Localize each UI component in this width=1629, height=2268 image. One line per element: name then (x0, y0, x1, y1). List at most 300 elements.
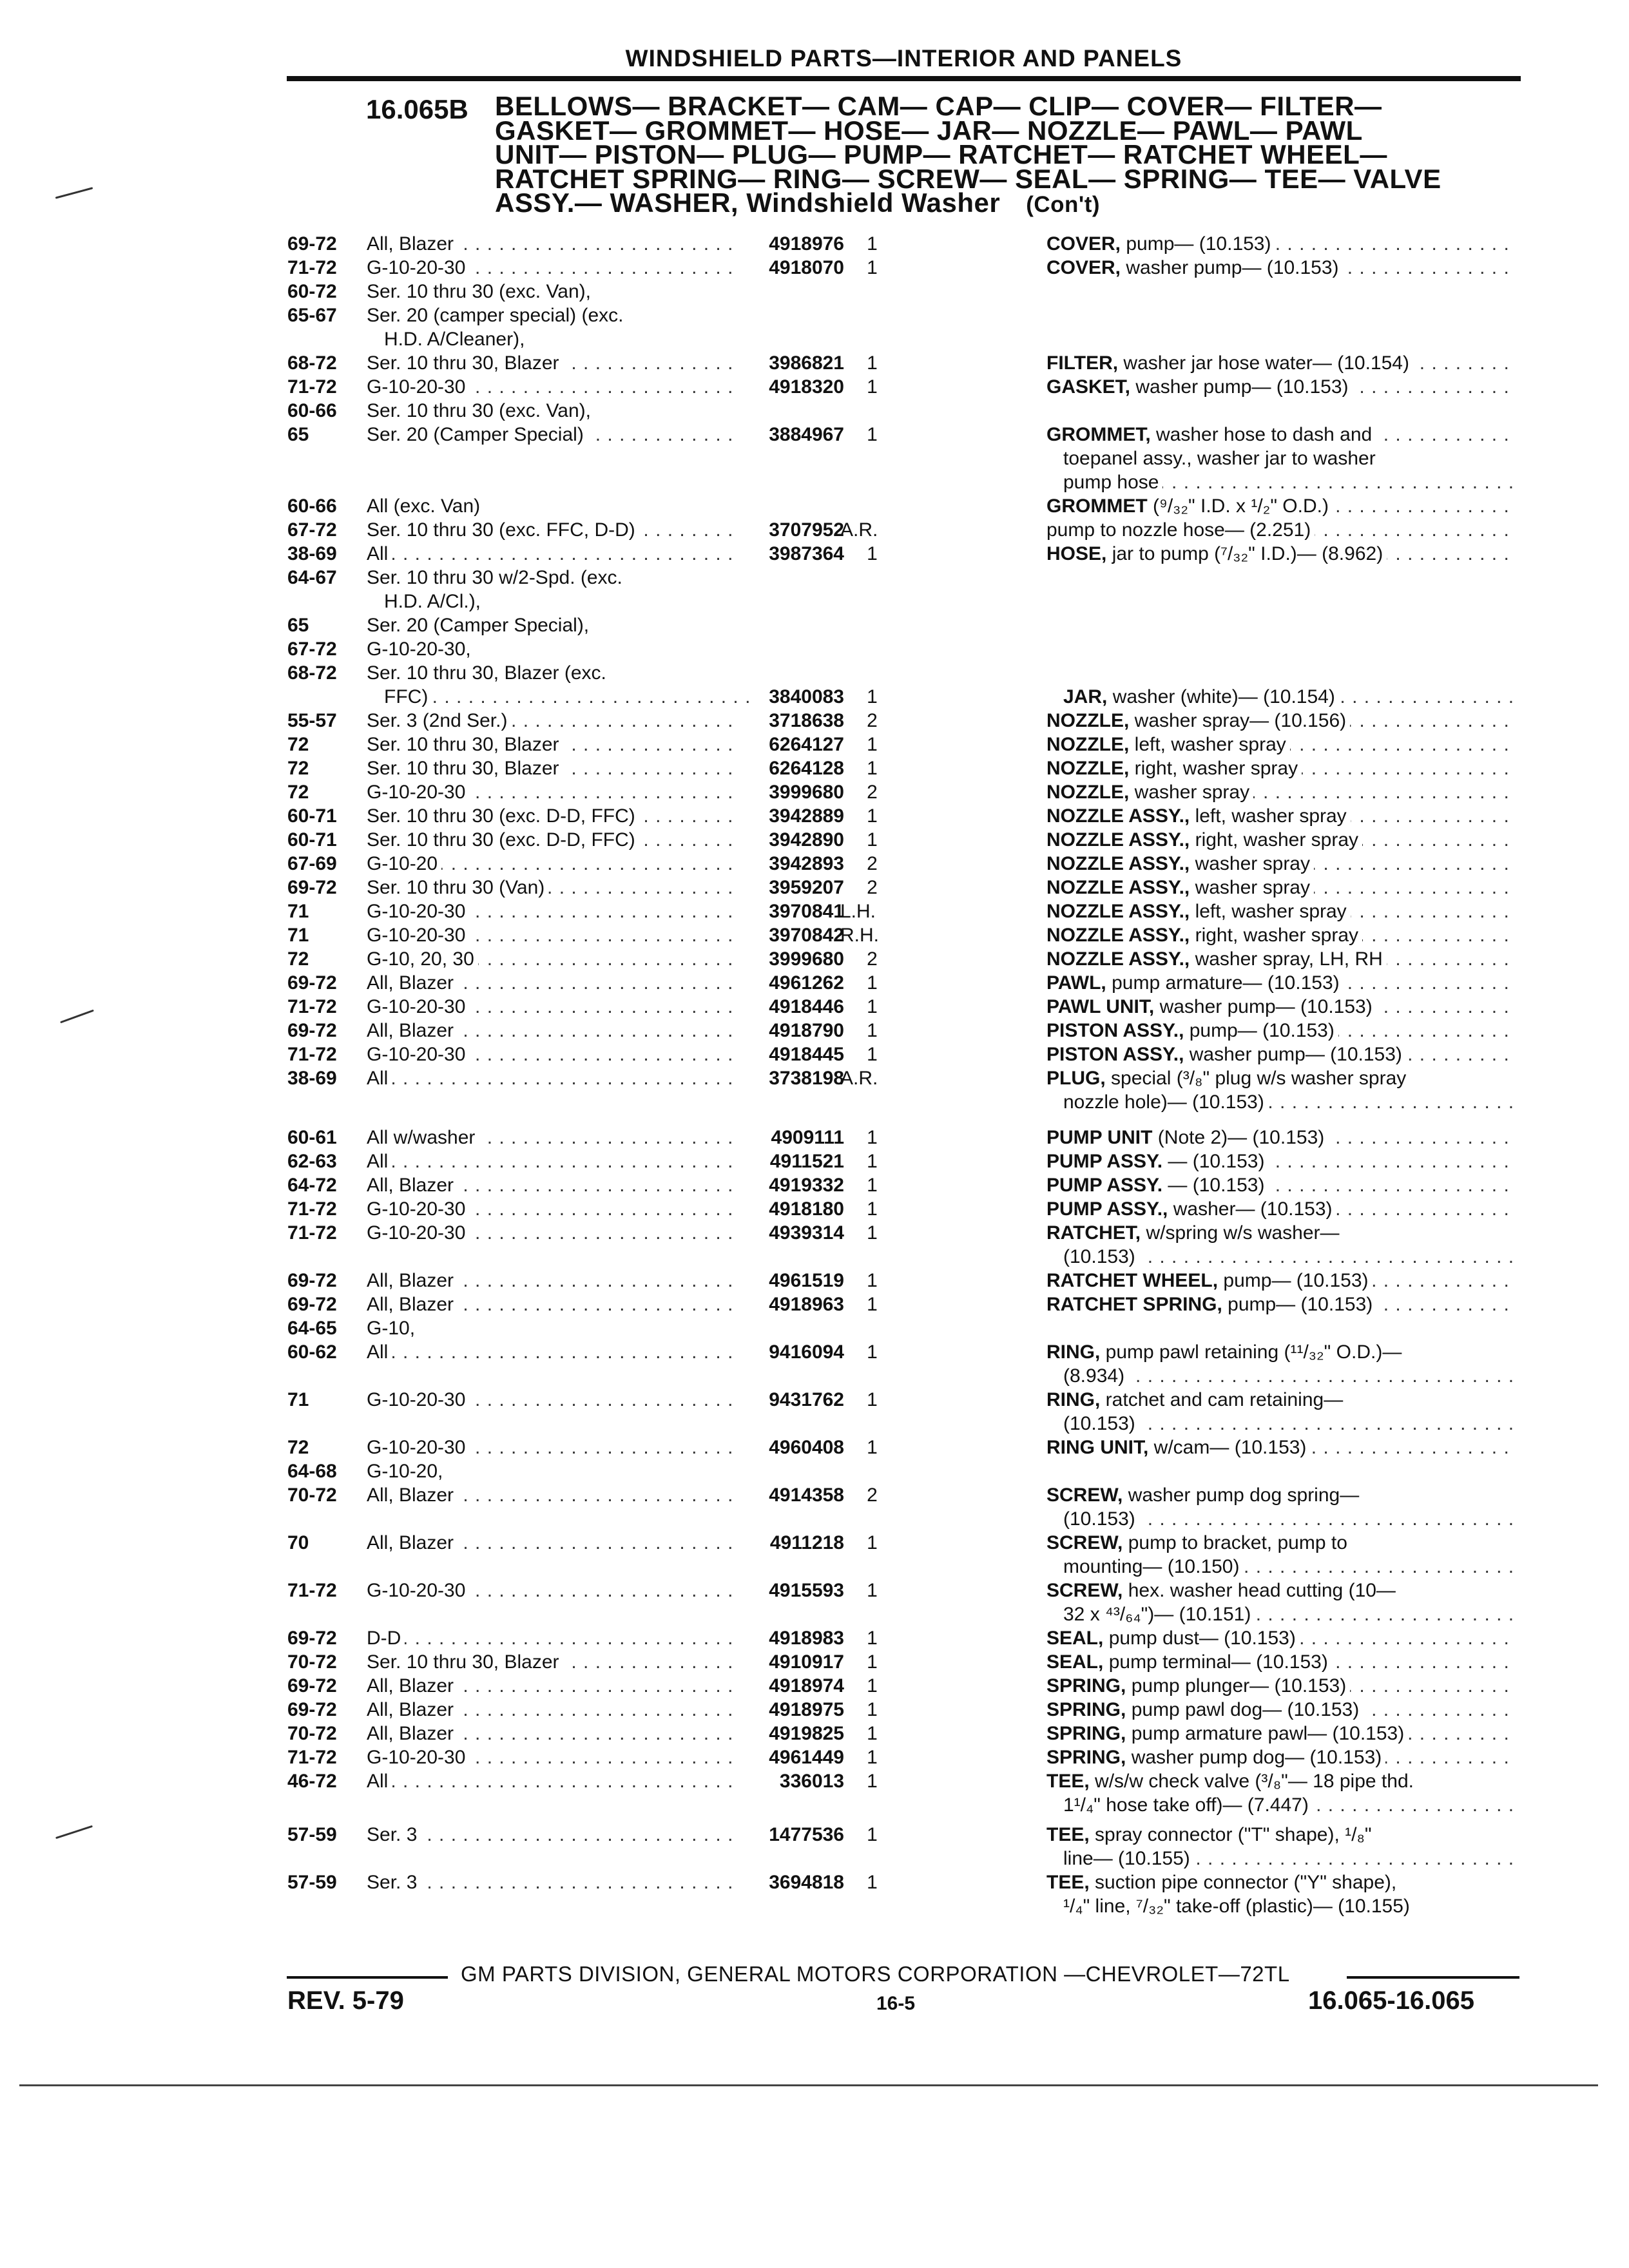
part-description-text (1046, 1127, 1328, 1148)
page-number: 16-5 (876, 1993, 916, 2014)
part-name: COVER, (1046, 257, 1121, 278)
part-description (1063, 1794, 1513, 1817)
model-application-text: Ser. 20 (Camper Special), (367, 615, 593, 636)
part-description-text (1063, 1848, 1194, 1869)
part-description-text (1046, 758, 1302, 779)
model-application (367, 1579, 734, 1602)
section-heading-line (495, 187, 1519, 218)
table-row (0, 1651, 1629, 1675)
model-years: 67-72 (287, 519, 337, 541)
part-number: 4960408 (769, 1437, 844, 1458)
quantity: 1 (867, 1020, 878, 1041)
model-application (367, 1269, 734, 1293)
part-description-text (1046, 1628, 1300, 1649)
part-detail: pump terminal— (10.153) (1103, 1651, 1328, 1673)
part-description-text (1046, 233, 1275, 255)
model-years: 70-72 (287, 1723, 337, 1744)
model-years: 71 (287, 925, 309, 946)
part-description-text (1046, 829, 1362, 850)
model-application (367, 1198, 734, 1221)
table-row (0, 662, 1629, 686)
part-name: NOZZLE ASSY., (1046, 877, 1190, 898)
model-years: 60-66 (287, 400, 337, 421)
model-application-text: G-10-20-30 (367, 1747, 469, 1768)
part-description (1046, 1436, 1513, 1459)
part-description-text (1046, 972, 1344, 994)
model-application (367, 519, 734, 542)
model-years: 68-72 (287, 352, 337, 374)
part-description (1063, 1603, 1513, 1626)
model-application-text: All, Blazer (367, 1294, 458, 1315)
quantity: 2 (867, 782, 878, 803)
part-description-text (1046, 1198, 1336, 1220)
part-detail: washer spray— (10.156) (1129, 710, 1347, 731)
part-description (1063, 471, 1513, 494)
part-name: GASKET, (1046, 376, 1131, 398)
part-description (1063, 447, 1513, 470)
model-application-text: All (367, 1771, 392, 1792)
part-name: PUMP ASSY. (1046, 1175, 1163, 1196)
part-name: SCREW, (1046, 1485, 1123, 1506)
part-description-text (1046, 1485, 1363, 1506)
table-row (0, 1091, 1629, 1115)
model-application-text: G-10, (367, 1318, 419, 1339)
model-application (367, 1150, 734, 1173)
quantity: 1 (867, 1294, 878, 1315)
part-name: SEAL, (1046, 1651, 1104, 1673)
model-years: 71 (287, 901, 309, 922)
part-description-text (1046, 1651, 1332, 1673)
table-row (0, 256, 1629, 280)
section-range: 16.065-16.065 (1308, 1986, 1475, 2015)
part-description (1046, 733, 1513, 756)
table-row (0, 948, 1629, 972)
part-description-text (1046, 996, 1376, 1017)
quantity: 1 (867, 1044, 878, 1065)
quantity: R.H. (840, 925, 879, 946)
table-row (0, 852, 1629, 876)
part-description (1046, 519, 1513, 542)
quantity: 1 (867, 1723, 878, 1744)
section-heading-line: GASKET— GROMMET— HOSE— JAR— NOZZLE— PAWL— PAWL (495, 115, 1363, 146)
model-years: 62-63 (287, 1151, 337, 1172)
model-application (367, 1651, 734, 1674)
part-name: HOSE, (1046, 543, 1107, 564)
table-row (0, 757, 1629, 781)
quantity: 1 (867, 734, 878, 755)
table-row (0, 1043, 1629, 1067)
part-number: 3986821 (769, 352, 844, 374)
part-description-text (1046, 376, 1353, 398)
table-row (0, 1389, 1629, 1412)
model-years: 64-67 (287, 567, 337, 588)
part-description (1063, 686, 1513, 709)
part-name: NOZZLE ASSY., (1046, 925, 1190, 946)
table-row (0, 1245, 1629, 1269)
quantity: 1 (867, 686, 878, 707)
part-number: 3840083 (769, 686, 844, 707)
model-application-text: G-10-20-30 (367, 257, 469, 278)
table-row (0, 1150, 1629, 1174)
quantity: 1 (867, 1532, 878, 1553)
page-bottom-rule (19, 2084, 1598, 2086)
part-description-text (1063, 1413, 1139, 1434)
part-number: 4910917 (769, 1651, 844, 1673)
part-number: 4918790 (769, 1020, 844, 1041)
model-application-text: G-10-20-30 (367, 376, 469, 398)
model-years: 72 (287, 734, 309, 755)
part-detail: washer spray (1190, 877, 1310, 898)
quantity: 1 (867, 1151, 878, 1172)
table-row (0, 1555, 1629, 1579)
model-years: 69-72 (287, 1020, 337, 1041)
part-detail: — (10.153) (1162, 1175, 1265, 1196)
part-description-text (1046, 543, 1387, 564)
model-application-text: G-10-20-30 (367, 925, 469, 946)
part-number: 4909111 (771, 1127, 844, 1148)
table-row (0, 876, 1629, 900)
model-application-text: All w/washer (367, 1127, 479, 1148)
part-detail: 1¹/₄" hose take off)— (7.447) (1063, 1794, 1309, 1816)
model-application-text: All (367, 1151, 392, 1172)
part-description-text (1046, 1222, 1344, 1244)
part-description (1046, 1126, 1513, 1149)
part-description (1046, 805, 1513, 828)
model-application-text: Ser. 10 thru 30 (exc. Van), (367, 400, 595, 421)
part-name: RING, (1046, 1341, 1101, 1363)
model-application-text: Ser. 10 thru 30 w/2-Spd. (exc. (367, 567, 626, 588)
part-number: 3884967 (769, 424, 844, 445)
model-years: 64-68 (287, 1461, 337, 1482)
table-row (0, 924, 1629, 948)
section-heading-line: BELLOWS— BRACKET— CAM— CAP— CLIP— COVER— FILTER— (495, 91, 1382, 121)
model-years: 60-71 (287, 805, 337, 827)
part-number: 4918963 (769, 1294, 844, 1315)
model-years: 38-69 (287, 1068, 337, 1089)
model-application-text: All, Blazer (367, 1270, 458, 1291)
part-description (1046, 543, 1513, 566)
part-number: 3970841 (769, 901, 844, 922)
part-description-text (1046, 901, 1351, 922)
part-number: 4918974 (769, 1675, 844, 1696)
model-years: 71-72 (287, 1580, 337, 1601)
table-row (0, 1532, 1629, 1555)
part-description (1046, 829, 1513, 852)
model-application-text: Ser. 20 (Camper Special) (367, 424, 588, 445)
part-number: 6264127 (769, 734, 844, 755)
part-description-text (1046, 1747, 1385, 1768)
part-number: 4961449 (769, 1747, 844, 1768)
part-detail: special (³/₈" plug w/s washer spray (1105, 1068, 1407, 1089)
model-application-text: G-10-20-30 (367, 1437, 469, 1458)
part-description-text (1046, 1723, 1408, 1744)
part-description (1046, 1174, 1513, 1197)
part-description (1063, 1245, 1513, 1269)
part-name: SPRING, (1046, 1699, 1126, 1720)
model-years: 69-72 (287, 877, 337, 898)
model-application (367, 972, 734, 995)
part-description (1046, 1746, 1513, 1769)
part-description (1046, 1532, 1513, 1555)
part-description (1046, 495, 1513, 518)
model-application (367, 1484, 734, 1507)
part-detail: pump hose (1063, 472, 1159, 493)
model-application (367, 1389, 734, 1412)
model-application (367, 1174, 734, 1197)
part-detail: pump to bracket, pump to (1123, 1532, 1347, 1553)
part-description-text (1063, 448, 1380, 469)
section-heading-line: UNIT— PISTON— PLUG— PUMP— RATCHET— RATCHET WHEEL— (495, 139, 1387, 169)
table-row (0, 709, 1629, 733)
part-number: 4919825 (769, 1723, 844, 1744)
model-application (367, 733, 734, 756)
table-row (0, 543, 1629, 566)
part-detail: pump— (10.153) (1184, 1020, 1335, 1041)
model-application-text: Ser. 10 thru 30, Blazer (367, 1651, 563, 1673)
quantity: 1 (867, 1628, 878, 1649)
part-description (1046, 876, 1513, 899)
table-row (0, 1460, 1629, 1484)
quantity: 1 (867, 543, 878, 564)
table-row (0, 304, 1629, 328)
part-detail: pump— (10.153) (1218, 1270, 1369, 1291)
model-application (367, 399, 734, 423)
model-years: 71-72 (287, 1222, 337, 1244)
model-years: 69-72 (287, 1675, 337, 1696)
part-description-text (1046, 1824, 1376, 1845)
part-number: 4919332 (769, 1175, 844, 1196)
part-number: 3970842 (769, 925, 844, 946)
part-description-text (1063, 1794, 1313, 1816)
table-row (0, 352, 1629, 376)
part-description (1046, 376, 1513, 399)
part-detail: (⁹/₃₂" I.D. x ¹/₂" O.D.) (1147, 495, 1329, 517)
model-years: 68-72 (287, 662, 337, 684)
model-years: 65 (287, 424, 309, 445)
part-name: PLUG, (1046, 1068, 1106, 1089)
part-description-text (1046, 1771, 1418, 1792)
model-years: 72 (287, 1437, 309, 1458)
model-application-text: All, Blazer (367, 1699, 458, 1720)
margin-mark (55, 187, 93, 198)
model-application (367, 1770, 734, 1793)
part-number: 3959207 (769, 877, 844, 898)
footer-rule-right (1347, 1976, 1519, 1979)
table-row (0, 1436, 1629, 1460)
part-name: PUMP UNIT (1046, 1127, 1153, 1148)
section-heading-line-text: ASSY.— WASHER, Windshield Washer (495, 187, 1001, 218)
part-description (1046, 1651, 1513, 1674)
model-application (367, 829, 734, 852)
part-name: PAWL, (1046, 972, 1106, 994)
table-row (0, 1579, 1629, 1603)
model-application-text: G-10-20-30 (367, 901, 469, 922)
model-application-text: G-10-20-30 (367, 996, 469, 1017)
part-description-text (1046, 424, 1376, 445)
part-detail: w/s/w check valve (³/₈"— 18 pipe thd. (1089, 1771, 1414, 1792)
part-description (1063, 1365, 1513, 1388)
part-description (1046, 1341, 1513, 1364)
part-detail: 32 x ⁴³/₆₄")— (10.151) (1063, 1604, 1251, 1625)
table-row (0, 1508, 1629, 1532)
table-row (0, 1317, 1629, 1341)
part-detail: line— (10.155) (1063, 1848, 1190, 1869)
table-row (0, 733, 1629, 757)
part-description (1046, 1067, 1513, 1090)
part-detail: (10.153) (1063, 1413, 1135, 1434)
part-name: SPRING, (1046, 1747, 1126, 1768)
part-name: SEAL, (1046, 1628, 1104, 1649)
part-description-text (1063, 472, 1162, 493)
model-application-text: Ser. 3 (367, 1824, 421, 1845)
section-heading-line: RATCHET SPRING— RING— SCREW— SEAL— SPRING— TEE— VALVE (495, 163, 1441, 194)
part-number: 3694818 (769, 1872, 844, 1893)
part-detail: w/cam— (10.153) (1148, 1437, 1307, 1458)
model-years: 46-72 (287, 1771, 337, 1792)
part-detail: right, washer spray (1129, 758, 1298, 779)
part-number: 3942889 (769, 805, 844, 827)
part-description-text (1063, 1896, 1414, 1917)
page-title: WINDSHIELD PARTS—INTERIOR AND PANELS (625, 45, 1182, 72)
quantity: 1 (867, 1771, 878, 1792)
model-years: 67-69 (287, 853, 337, 874)
table-row (0, 1770, 1629, 1794)
part-description (1046, 352, 1513, 375)
part-name: SCREW, (1046, 1532, 1123, 1553)
quantity: 1 (867, 1651, 878, 1673)
table-row (0, 1794, 1629, 1818)
part-description (1046, 256, 1513, 280)
model-application-text: Ser. 10 thru 30 (exc. D-D, FFC) (367, 829, 639, 850)
table-row (0, 447, 1629, 471)
part-description (1046, 1484, 1513, 1507)
part-number: 4918983 (769, 1628, 844, 1649)
model-years: 69-72 (287, 972, 337, 994)
part-description (1046, 1823, 1513, 1847)
part-name: COVER, (1046, 233, 1121, 255)
quantity: 1 (867, 1437, 878, 1458)
model-application (367, 280, 734, 303)
part-description-text (1046, 1580, 1400, 1601)
model-application-text: Ser. 10 thru 30, Blazer (exc. (367, 662, 610, 684)
part-description-text (1046, 948, 1387, 970)
part-number: 336013 (779, 1771, 844, 1792)
model-years: 55-57 (287, 710, 337, 731)
model-application (367, 1067, 734, 1090)
part-number: 4911521 (769, 1151, 844, 1172)
model-application (367, 1627, 734, 1650)
part-number: 6264128 (769, 758, 844, 779)
model-years: 70-72 (287, 1485, 337, 1506)
part-number: 4918445 (769, 1044, 844, 1065)
part-detail: w/spring w/s washer— (1141, 1222, 1340, 1244)
quantity: 1 (867, 758, 878, 779)
quantity: 2 (867, 710, 878, 731)
part-name: GROMMET (1046, 495, 1148, 517)
part-description (1046, 1389, 1513, 1412)
table-row (0, 1269, 1629, 1293)
part-number: 3718638 (769, 710, 844, 731)
table-row (0, 376, 1629, 399)
part-description-text (1063, 686, 1339, 707)
part-name: RATCHET SPRING, (1046, 1294, 1222, 1315)
model-application (367, 614, 734, 637)
part-description-text (1046, 1389, 1347, 1410)
part-name: RATCHET, (1046, 1222, 1141, 1244)
part-name: NOZZLE ASSY., (1046, 853, 1190, 874)
part-name: TEE, (1046, 1771, 1090, 1792)
model-application-text: All (367, 543, 392, 564)
model-application-text: All, Blazer (367, 1723, 458, 1744)
part-detail: ¹/₄" line, ⁷/₃₂" take-off (plastic)— (10.155) (1063, 1896, 1410, 1917)
part-description (1046, 1222, 1513, 1245)
part-name: NOZZLE, (1046, 782, 1130, 803)
table-row (0, 995, 1629, 1019)
part-description-text (1046, 1020, 1338, 1041)
quantity: 1 (867, 352, 878, 374)
model-application (367, 304, 734, 327)
part-description-text (1046, 925, 1362, 946)
part-name: SPRING, (1046, 1675, 1126, 1696)
part-number: 3942893 (769, 853, 844, 874)
model-years: 72 (287, 782, 309, 803)
model-application-text: All, Blazer (367, 1675, 458, 1696)
model-application (367, 1436, 734, 1459)
part-number: 4939314 (769, 1222, 844, 1244)
part-name: GROMMET, (1046, 424, 1151, 445)
part-number: 4918070 (769, 257, 844, 278)
quantity: 1 (867, 376, 878, 398)
model-application-text: Ser. 10 thru 30, Blazer (367, 352, 563, 374)
table-row (0, 1174, 1629, 1198)
model-years: 64-65 (287, 1318, 337, 1339)
part-description-text (1063, 1556, 1244, 1577)
part-description-text (1046, 1294, 1376, 1315)
part-name: PISTON ASSY., (1046, 1044, 1184, 1065)
part-description (1046, 423, 1513, 447)
part-number: 4911218 (769, 1532, 844, 1553)
quantity: 1 (867, 1747, 878, 1768)
quantity: 1 (867, 1127, 878, 1148)
model-application (367, 352, 734, 375)
part-name: PAWL UNIT, (1046, 996, 1155, 1017)
table-row (0, 805, 1629, 829)
model-application-text: Ser. 10 thru 30 (exc. Van), (367, 281, 595, 302)
part-detail: right, washer spray (1190, 829, 1359, 850)
part-detail: pump pawl retaining (¹¹/₃₂" O.D.)— (1100, 1341, 1402, 1363)
part-detail: ratchet and cam retaining— (1100, 1389, 1344, 1410)
part-description (1046, 852, 1513, 876)
model-application (367, 1341, 734, 1364)
model-application-text: G-10-20, (367, 1461, 447, 1482)
model-application-text: G-10-20-30 (367, 1044, 469, 1065)
part-name: JAR, (1063, 686, 1108, 707)
part-description-text (1046, 734, 1290, 755)
part-description (1063, 1895, 1513, 1918)
model-years: 72 (287, 758, 309, 779)
model-application (367, 662, 734, 685)
model-application (367, 638, 734, 661)
part-detail: washer spray (1190, 853, 1310, 874)
part-description-text (1046, 1532, 1351, 1553)
table-row (0, 1627, 1629, 1651)
table-row (0, 1412, 1629, 1436)
model-years: 70-72 (287, 1651, 337, 1673)
model-application (367, 256, 734, 280)
part-name: NOZZLE ASSY., (1046, 948, 1190, 970)
part-name: NOZZLE, (1046, 734, 1130, 755)
model-application (384, 590, 751, 613)
